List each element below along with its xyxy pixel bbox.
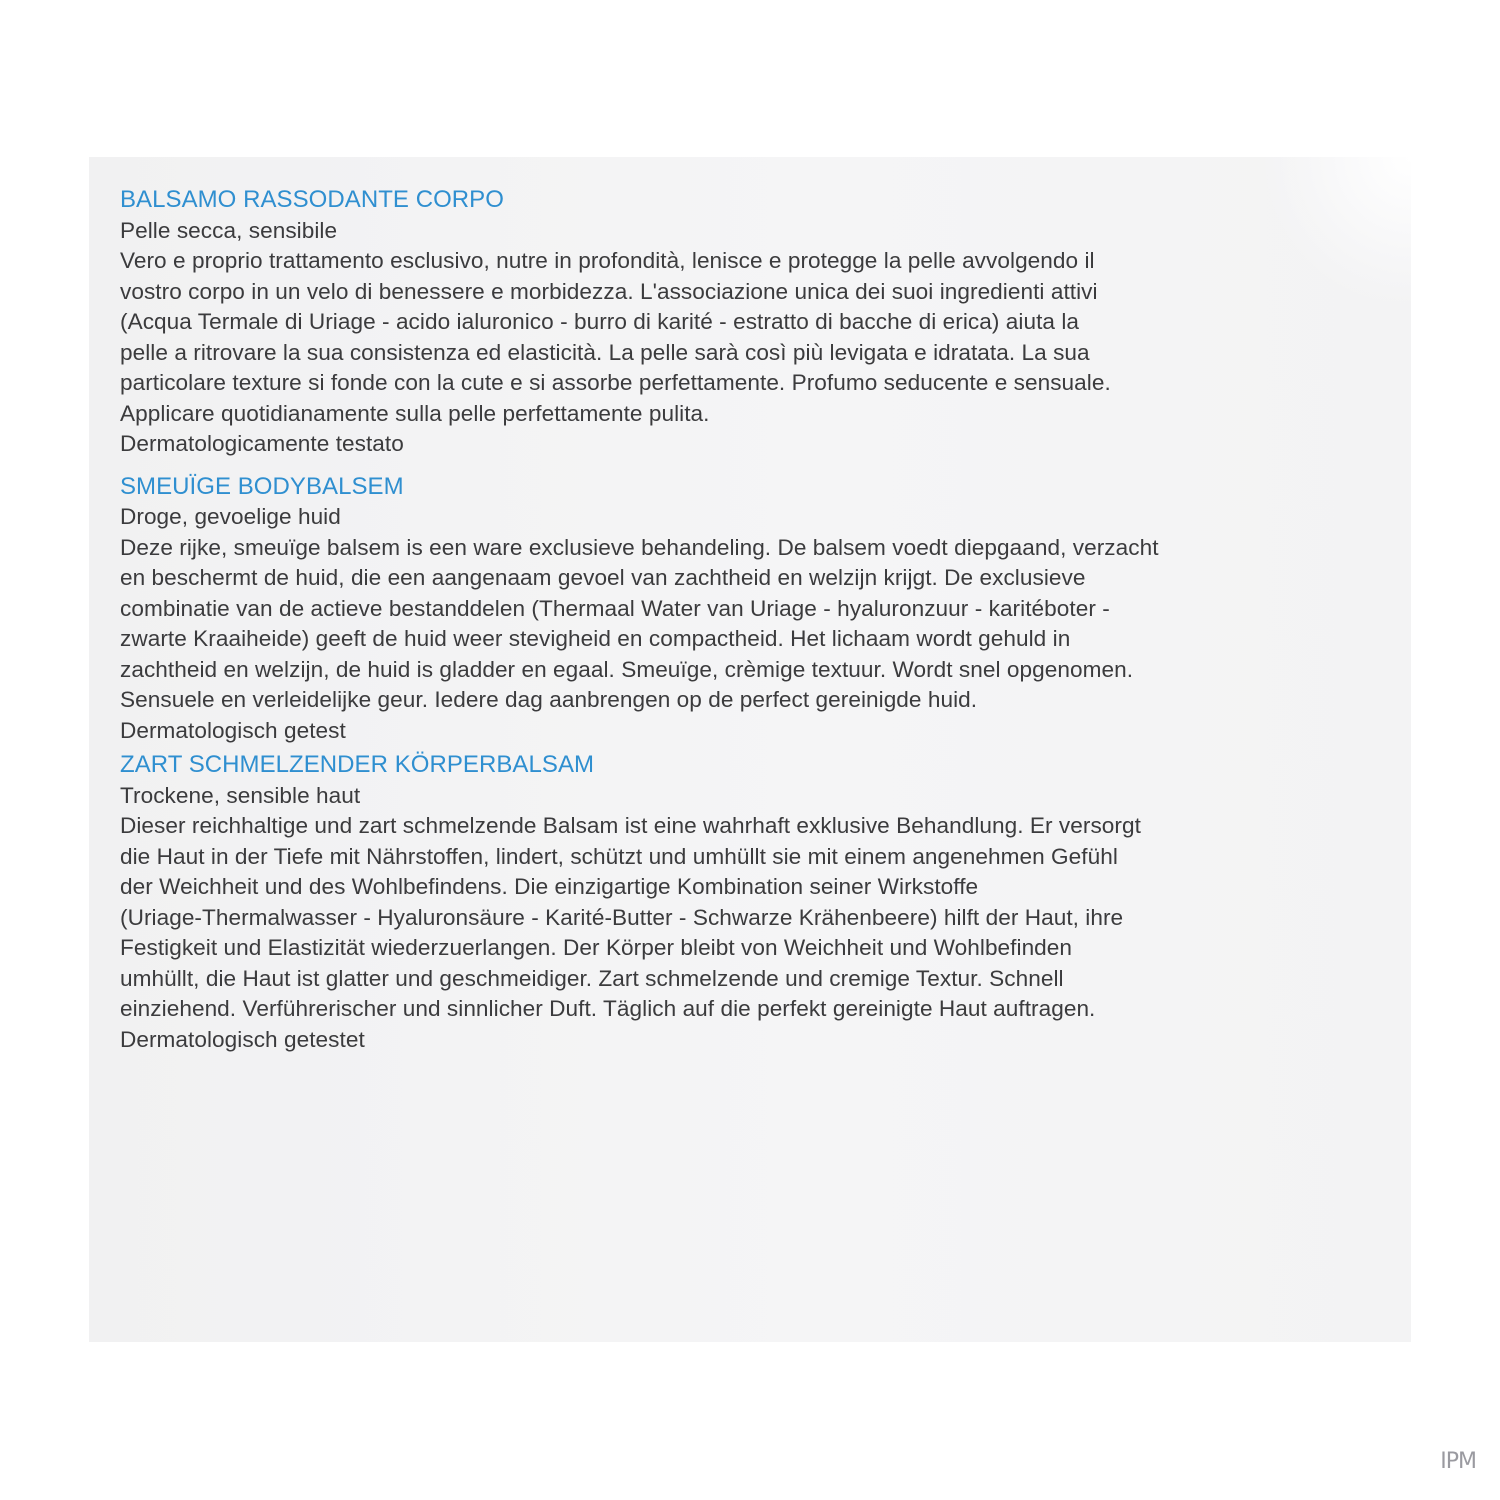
section-line: umhüllt, die Haut ist glatter und geschmeidiger. Zart schmelzende und cremige Textur. Schnell [120,965,1064,991]
section-line: zachtheid en welzijn, de huid is gladder en egaal. Smeuïge, crèmige textuur. Wordt snel opgenomen. [120,656,1134,682]
leaflet-text [120,185,1385,1055]
section-line: combinatie van de actieve bestanddelen (Thermaal Water van Uriage - hyaluronzuur - karitéboter - [120,595,1110,621]
section-line: die Haut in der Tiefe mit Nährstoffen, lindert, schützt und umhüllt sie mit einem angenehmen Gefühl [120,843,1118,869]
section-subheading: Pelle secca, sensibile [120,217,338,243]
section-italian [120,185,1385,460]
section-line: Vero e proprio trattamento esclusivo, nutre in profondità, lenisce e protegge la pelle avvolgendo il [120,248,1095,273]
section-footer: Dermatologicamente testato [120,431,404,456]
section-line: Festigkeit und Elastizität wiederzuerlangen. Der Körper bleibt von Weichheit und Wohlbefinden [120,935,1073,960]
section-line: vostro corpo in un velo di benessere e morbidezza. L'associazione unica dei suoi ingredienti attivi [120,278,1098,304]
section-line: einziehend. Verführerischer und sinnlicher Duft. Täglich auf die perfekt gereinigte Haut auftragen. [120,996,1096,1021]
section-german [120,750,1385,1055]
section-footer: Dermatologisch getestet [120,1026,365,1052]
section-heading: BALSAMO RASSODANTE CORPO [120,186,504,213]
section-line: Deze rijke, smeuïge balsem is een ware exclusieve behandeling. De balsem voedt diepgaand, verzacht [120,534,1159,560]
section-line: Dieser reichhaltige und zart schmelzende Balsam ist eine wahrhaft exklusive Behandlung. Er versorgt [120,813,1141,838]
section-line: (Acqua Termale di Uriage - acido ialuronico - burro di karité - estratto di bacche di erica) aiuta la [120,309,1080,334]
section-line: pelle a ritrovare la sua consistenza ed elasticità. La pelle sarà così più levigata e idratata. La sua [120,339,1090,365]
section-heading: ZART SCHMELZENDER KÖRPERBALSAM [120,751,595,778]
section-line: zwarte Kraaiheide) geeft de huid weer stevigheid en compactheid. Het lichaam wordt gehuld in [120,626,1071,651]
section-line: Applicare quotidianamente sulla pelle perfettamente pulita. [120,400,710,426]
section-subheading: Trockene, sensible haut [120,782,361,808]
section-dutch [120,472,1385,747]
section-line: particolare texture si fonde con la cute e si assorbe perfettamente. Profumo seducente e sensuale. [120,370,1111,395]
section-footer: Dermatologisch getest [120,717,346,743]
section-line: der Weichheit und des Wohlbefindens. Die einzigartige Kombination seiner Wirkstoffe [120,874,979,899]
section-heading: SMEUÏGE BODYBALSEM [120,472,404,500]
section-line: Sensuele en verleidelijke geur. Iedere dag aanbrengen op de perfect gereinigde huid. [120,687,978,712]
section-line: en beschermt de huid, die een aangenaam gevoel van zachtheid en welzijn krijgt. De exclusieve [120,565,1086,590]
section-line: (Uriage-Thermalwasser - Hyaluronsäure - Karité-Butter - Schwarze Krähenbeere) hilft der Haut, ihre [120,904,1124,930]
section-subheading: Droge, gevoelige huid [120,504,341,529]
ipm-watermark-logo: IPM [1440,1449,1476,1474]
